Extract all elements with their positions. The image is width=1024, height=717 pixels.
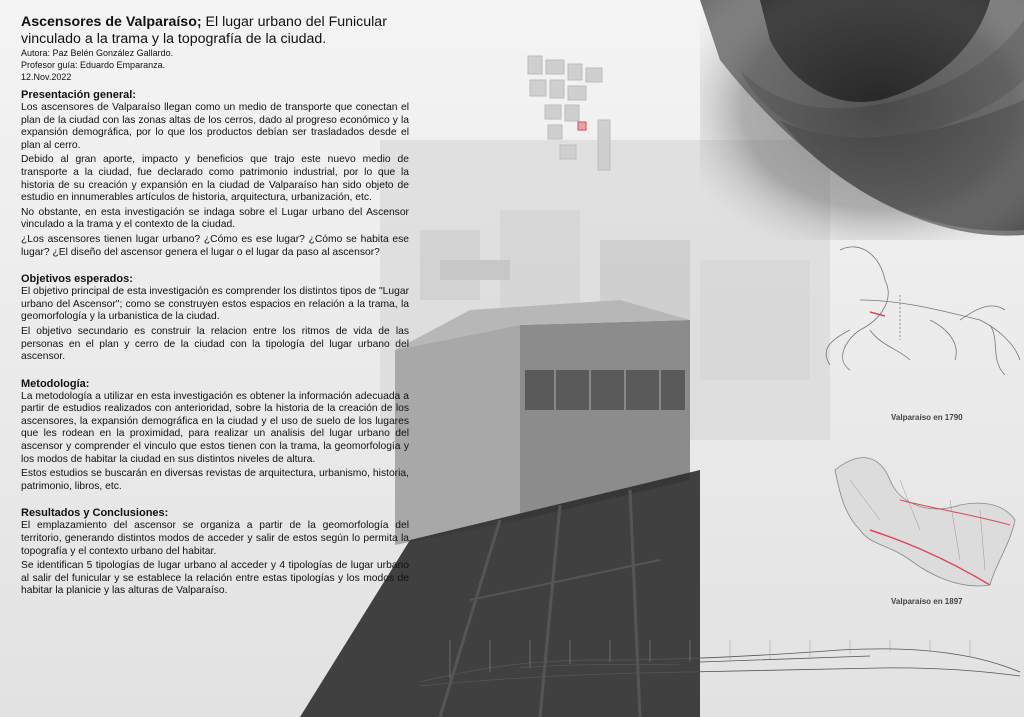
title-subtitle: El lugar urbano del Funicular vinculado a la trama y la topografía de la ciudad. [21, 14, 387, 47]
section-heading-results: Resultados y Conclusiones: [21, 507, 169, 520]
methodology-paragraph-2: Estos estudios se buscarán en diversas revistas de arquitectura, urbanismo, historia, patrimonio, libros, etc. [21, 468, 409, 492]
presentation-paragraph-2: Debido al gran aporte, impacto y beneficios que trajo este nuevo medio de transporte a la ciudad, fue declarado como patrimonio industrial, por lo que la historia de su creación y expansión en la ciudad de Valparaíso han sido objeto de estudio en innumerables artículos de historia, arquitectura, urbanización, etc. [21, 154, 409, 204]
objectives-paragraph-2: El objetivo secundario es construir la relacion entre los ritmos de vida de las personas en el plan y cerro de la ciudad con la tipología del lugar urbano del ascensor. [21, 325, 409, 363]
objectives-paragraph-1: El objetivo principal de esta investigación es comprender los distintos tipos de "Lugar urbano del Ascensor"; como se construyen estos espacios en relación a la trama, la geomorfología y la urbanistica de la ciudad. [21, 286, 409, 323]
date: 12.Nov.2022 [21, 72, 72, 82]
title-bold: Ascensores de Valparaíso; [21, 14, 202, 30]
results-paragraph-2: Se identifican 5 tipologías de lugar urbano al acceder y 4 tipologías de lugar urbano al salir del funicular y se establece la relación entre estas tipologías y los modos de habitar la planicie y las alturas de Valparaíso. [21, 560, 409, 597]
section-heading-objectives: Objetivos esperados: [21, 273, 133, 286]
author: Autora: Paz Belén González Gallardo. [21, 48, 174, 58]
results-paragraph-1: El emplazamiento del ascensor se organiza a partir de la geomorfología del territorio, generando distintos modos de acceder y salir de estos según lo permita la topografía y el contexto urbano del habitar. [21, 520, 409, 557]
document-title [21, 14, 409, 47]
map-1790-label: Valparaíso en 1790 [891, 413, 963, 422]
map-1897-label: Valparaíso en 1897 [891, 597, 963, 606]
aerial-photo [700, 0, 1024, 240]
presentation-paragraph-1: Los ascensores de Valparaíso llegan como un medio de transporte que conectan el plan de la ciudad con las zonas altas de los cerros, dado al progreso económico y la expansión demográfica, por lo que los productos debían ser trasladados desde el plan al cerro. [21, 102, 409, 151]
presentation-paragraph-4: ¿Los ascensores tienen lugar urbano? ¿Cómo es ese lugar? ¿Cómo se habita ese lugar? ¿El diseño del ascensor genera el lugar o el lugar da paso al ascensor? [21, 233, 409, 258]
advisor: Profesor guía: Eduardo Emparanza. [21, 60, 166, 70]
section-heading-methodology: Metodología: [21, 377, 90, 390]
text-column [21, 14, 409, 600]
section-heading-presentation: Presentación general: [21, 89, 136, 101]
presentation-paragraph-3: No obstante, en esta investigación se indaga sobre el Lugar urbano del Ascensor vinculado a la trama y el contexto de la ciudad. [21, 206, 409, 231]
methodology-paragraph-1: La metodología a utilizar en esta investigación es obtener la información adecuada a partir de estudios realizados con anterioridad, sobre la historia de la creación de los ascensores, la expansión demográfica en la ciudad y el uso de suelo de los lugares que les rodean en la proximidad, para realizar un analisis del lugar urbano del ascensor y comprender el vinculo que estos tienen con la trama, la geomorfología y los modos de habitar la ciudad en sus distintos niveles de altura. [21, 390, 409, 465]
